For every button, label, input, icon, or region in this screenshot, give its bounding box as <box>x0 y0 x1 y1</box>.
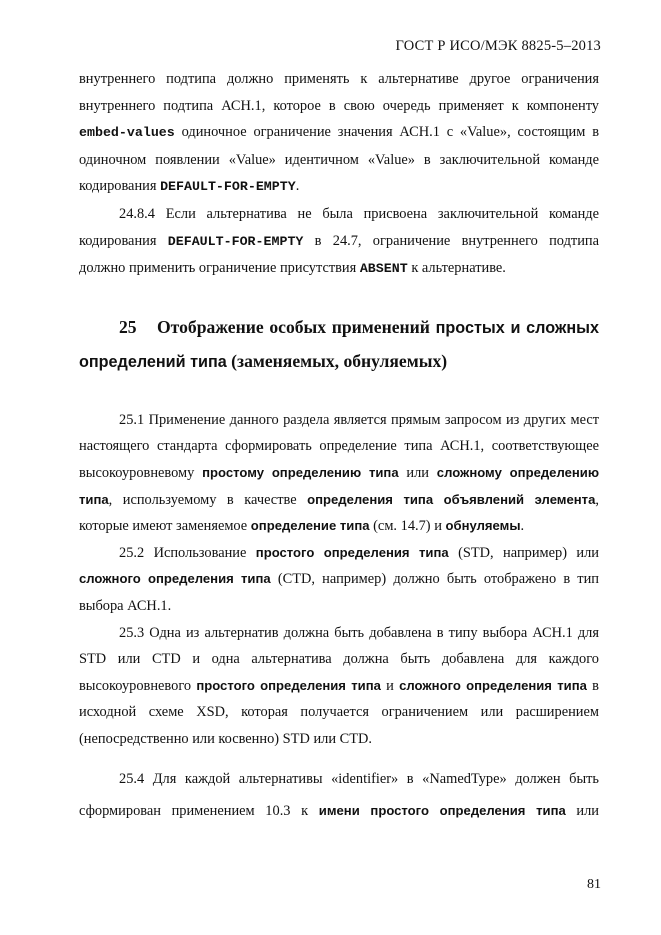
paragraph-25-3: 25.3 Одна из альтернатив должна быть добавлена в типу выбора АСН.1 для STD или CTD и одна альтернатива должна быть добавлена для каждого высокоуровневого простого определения типа и сложного определения типа в исходной схеме XSD, которая получается ограничением или расширением (непосредственно или косвенно) STD или CTD. <box>79 624 599 747</box>
paragraph-25-4: 25.4 Для каждой альтернативы «identifier» в «NamedType» должен быть сформирован применением 10.3 к имени простого определения типа или <box>79 771 599 820</box>
paragraph-continuation: внутреннего подтипа должно применять к альтернативе другое ограничения внутреннего подтипа АСН.1, которое в свою очередь применяет к компоненту embed-values одиночное ограничение значения АСН.1 с «Value», состоящим в одиночном появлении «Value» идентичном «Value» в заключительной команде кодирования DEFAULT-FOR-EMPTY. <box>79 71 599 195</box>
paragraph-25-1: 25.1 Применение данного раздела является прямым запросом из других мест настоящего стандарта сформировать определение типа АСН.1, соответствующее высокоуровневому простому определению типа или сложному определению типа, используемому в качестве определения типа объявлений элемента, которые имеют заменяемое определение типа (см. 14.7) и обнуляемы. <box>79 411 600 535</box>
section-heading-25: 25 Отображение особых применений простых и сложных определений типа (заменяемых, обнуляемых) <box>79 311 599 379</box>
page-header: ГОСТ Р ИСО/МЭК 8825-5–2013 <box>395 38 601 54</box>
code-default-for-empty: DEFAULT-FOR-EMPTY <box>160 179 296 195</box>
code-absent: ABSENT <box>359 261 408 277</box>
page-number: 81 <box>587 877 601 892</box>
paragraph-25-2: 25.2 Использование простого определения типа (STD, например) или сложного определения типа (CTD, например) должно быть отображено в тип выбора АСН.1. <box>79 544 599 614</box>
code-embed-values: embed-values <box>79 125 175 141</box>
code-default-for-empty: DEFAULT-FOR-EMPTY <box>167 233 304 249</box>
page-body <box>79 66 599 827</box>
paragraph-24-8-4: 24.8.4 Если альтернатива не была присвоена заключительной команде кодирования DEFAULT-FOR-EMPTY в 24.7, ограничение внутреннего подтипа должно применить ограничение присутствия ABSENT к альтернативе. <box>79 205 599 277</box>
section-number: 25 <box>119 316 137 337</box>
